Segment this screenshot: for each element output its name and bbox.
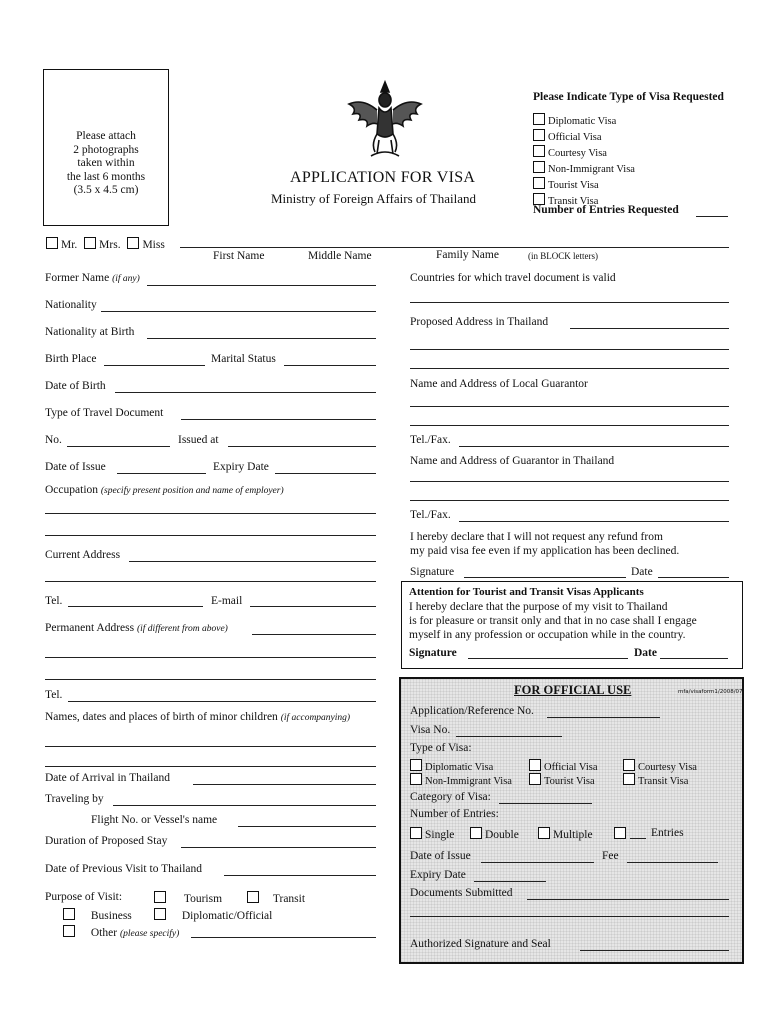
purpose-tourism[interactable]: Tourism (154, 891, 222, 905)
entries-count[interactable] (614, 827, 629, 841)
purpose-business[interactable]: Business (63, 908, 132, 922)
category-field[interactable] (499, 803, 592, 804)
photo-line-2: 2 photographs (73, 143, 139, 156)
checkbox-icon[interactable] (533, 177, 545, 189)
telfax1-label: Tel./Fax. (410, 434, 451, 446)
issue-date-label: Date of Issue (45, 461, 106, 473)
current-address-label: Current Address (45, 549, 121, 561)
former-name-field[interactable] (147, 285, 376, 286)
nationality-birth-label: Nationality at Birth (45, 326, 135, 338)
official-issue-field[interactable] (481, 862, 594, 863)
doc-no-field[interactable] (67, 446, 170, 447)
traveling-by-label: Traveling by (45, 793, 104, 805)
fee-label: Fee (602, 850, 619, 862)
authorized-field[interactable] (580, 950, 729, 951)
nationality-label: Nationality (45, 299, 97, 311)
tel2-label: Tel. (45, 689, 63, 701)
guarantor-thailand-label: Name and Address of Guarantor in Thailand (410, 455, 615, 467)
travel-doc-label: Type of Travel Document (45, 407, 164, 419)
minor-children-label: Names, dates and places of birth of minor children (if accompanying) (45, 711, 351, 723)
entries-label: Entries (651, 827, 684, 839)
permanent-address-line-3[interactable] (45, 679, 376, 680)
official-type-label: Type of Visa: (410, 742, 472, 754)
visa-option-tourist[interactable]: Tourist Visa (533, 177, 635, 193)
checkbox-icon[interactable] (63, 925, 75, 937)
permanent-address-label: Permanent Address (if different from above) (45, 622, 228, 634)
garuda-emblem-icon (343, 78, 427, 162)
local-guarantor-line-2[interactable] (410, 425, 729, 426)
date-label: Date (631, 566, 653, 578)
checkbox-icon[interactable] (614, 827, 626, 839)
family-name-label: Family Name (436, 249, 499, 261)
issue-date-field[interactable] (117, 473, 206, 474)
countries-label: Countries for which travel document is valid (410, 272, 616, 284)
purpose-label: Purpose of Visit: (45, 891, 123, 903)
official-diplomatic[interactable]: Diplomatic Visa (410, 759, 493, 773)
checkbox-icon[interactable] (623, 759, 635, 771)
travel-doc-field[interactable] (181, 419, 376, 420)
photo-line-1: Please attach (76, 130, 136, 142)
title-options (46, 237, 165, 251)
first-name-label: First Name (213, 250, 265, 262)
proposed-address-line-2[interactable] (410, 349, 729, 350)
other-purpose-field[interactable] (191, 937, 376, 938)
visa-type-heading: Please Indicate Type of Visa Requested (533, 91, 724, 103)
official-expiry-field[interactable] (474, 881, 546, 882)
current-address-line-1[interactable] (129, 561, 376, 562)
photo-line-5: (3.5 x 4.5 cm) (73, 184, 139, 196)
official-transit[interactable]: Transit Visa (623, 773, 688, 787)
traveling-by-field[interactable] (113, 805, 376, 806)
occupation-line-1[interactable] (45, 513, 376, 514)
permanent-address-line-2[interactable] (45, 657, 376, 658)
app-ref-label: Application/Reference No. (410, 705, 534, 717)
email-field[interactable] (250, 606, 376, 607)
entries-double[interactable]: Double (470, 827, 519, 841)
arrival-label: Date of Arrival in Thailand (45, 772, 170, 784)
guarantor-thailand-line-1[interactable] (410, 481, 729, 482)
official-expiry-label: Expiry Date (410, 869, 466, 881)
date-field[interactable] (658, 577, 729, 578)
marital-status-field[interactable] (284, 365, 376, 366)
checkbox-icon[interactable] (470, 827, 482, 839)
visa-no-label: Visa No. (410, 724, 451, 736)
entries-multiple[interactable]: Multiple (538, 827, 593, 841)
name-field[interactable] (180, 247, 729, 248)
page-title: APPLICATION FOR VISA (290, 169, 476, 186)
visa-no-field[interactable] (456, 736, 562, 737)
checkbox-icon[interactable] (154, 908, 166, 920)
birth-place-field[interactable] (104, 365, 205, 366)
permanent-address-line-1[interactable] (252, 634, 376, 635)
proposed-address-line-1[interactable] (570, 328, 729, 329)
checkbox-icon[interactable] (63, 908, 75, 920)
official-non-immigrant[interactable]: Non-Immigrant Visa (410, 773, 512, 787)
tel2-field[interactable] (68, 701, 376, 702)
attention-date-label: Date (634, 647, 657, 659)
attention-heading: Attention for Tourist and Transit Visas Applicants (409, 586, 644, 598)
expiry-date-field[interactable] (275, 473, 376, 474)
title-miss: Miss (142, 239, 165, 251)
refund-declaration: I hereby declare that I will not request any refund from my paid visa fee even if my application has been declined. (410, 531, 680, 557)
visa-option-courtesy[interactable]: Courtesy Visa (533, 145, 635, 161)
checkbox-icon[interactable] (529, 773, 541, 785)
previous-visit-label: Date of Previous Visit to Thailand (45, 863, 202, 875)
checkbox-icon[interactable] (154, 891, 166, 903)
checkbox-icon[interactable] (410, 773, 422, 785)
visa-option-non-immigrant[interactable]: Non-Immigrant Visa (533, 161, 635, 177)
flight-field[interactable] (238, 826, 376, 827)
official-official[interactable]: Official Visa (529, 759, 598, 773)
photo-line-4: the last 6 months (66, 170, 146, 183)
title-mrs: Mrs. (99, 239, 121, 251)
occupation-label: Occupation (specify present position and name of employer) (45, 484, 284, 496)
checkbox-icon[interactable] (410, 827, 422, 839)
entries-requested-field[interactable] (696, 216, 728, 217)
checkbox-icon[interactable] (247, 891, 259, 903)
email-label: E-mail (211, 595, 243, 607)
checkbox-icon[interactable] (529, 759, 541, 771)
proposed-address-label: Proposed Address in Thailand (410, 316, 549, 328)
entries-single[interactable]: Single (410, 827, 454, 841)
countries-field[interactable] (410, 302, 729, 303)
issued-at-field[interactable] (228, 446, 376, 447)
authorized-label: Authorized Signature and Seal (410, 938, 551, 950)
nationality-field[interactable] (101, 311, 376, 312)
attention-signature-field[interactable] (468, 658, 628, 659)
tel-field[interactable] (68, 606, 203, 607)
documents-line-2[interactable] (410, 916, 729, 917)
signature-label: Signature (410, 566, 455, 578)
expiry-date-label: Expiry Date (213, 461, 269, 473)
page-subtitle: Ministry of Foreign Affairs of Thailand (271, 191, 476, 206)
attention-date-field[interactable] (660, 658, 728, 659)
official-use-box (399, 677, 744, 964)
purpose-diplomatic[interactable]: Diplomatic/Official (154, 908, 272, 922)
visa-option-diplomatic[interactable]: Diplomatic Visa (533, 113, 635, 129)
local-guarantor-label: Name and Address of Local Guarantor (410, 378, 588, 390)
issued-at-label: Issued at (178, 434, 219, 446)
marital-status-label: Marital Status (211, 353, 276, 365)
purpose-transit[interactable]: Transit (247, 891, 305, 905)
photo-box (43, 69, 169, 226)
former-name-label: Former Name (if any) (45, 272, 140, 284)
checkbox-icon[interactable] (533, 129, 545, 141)
minor-children-line-2[interactable] (45, 766, 376, 767)
num-entries-label: Number of Entries: (410, 808, 499, 820)
duration-field[interactable] (181, 847, 376, 848)
proposed-address-line-3[interactable] (410, 368, 729, 369)
local-guarantor-line-1[interactable] (410, 406, 729, 407)
official-courtesy[interactable]: Courtesy Visa (623, 759, 697, 773)
title-mr: Mr. (61, 239, 78, 251)
attention-signature-label: Signature (409, 647, 457, 659)
visa-option-official[interactable]: Official Visa (533, 129, 635, 145)
arrival-field[interactable] (193, 784, 376, 785)
duration-label: Duration of Proposed Stay (45, 835, 168, 847)
entries-requested-label: Number of Entries Requested (533, 204, 679, 216)
signature-field[interactable] (464, 577, 626, 578)
checkbox-icon[interactable] (46, 237, 58, 249)
nationality-birth-field[interactable] (147, 338, 376, 339)
previous-visit-field[interactable] (224, 875, 376, 876)
checkbox-icon[interactable] (127, 237, 139, 249)
documents-line-1[interactable] (527, 899, 729, 900)
checkbox-icon[interactable] (410, 759, 422, 771)
telfax1-field[interactable] (459, 446, 729, 447)
purpose-other[interactable]: Other (please specify) (63, 925, 179, 939)
doc-no-label: No. (45, 434, 62, 446)
minor-children-line-1[interactable] (45, 746, 376, 747)
official-tourist[interactable]: Tourist Visa (529, 773, 595, 787)
checkbox-icon[interactable] (533, 161, 545, 173)
date-of-birth-label: Date of Birth (45, 380, 106, 392)
visa-type-options (533, 113, 635, 209)
current-address-line-2[interactable] (45, 581, 376, 582)
photo-line-3: taken within (77, 157, 135, 169)
checkbox-icon[interactable] (623, 773, 635, 785)
block-letters-note: (in BLOCK letters) (528, 251, 598, 261)
telfax2-field[interactable] (459, 521, 729, 522)
checkbox-icon[interactable] (84, 237, 96, 249)
tel-label: Tel. (45, 595, 63, 607)
documents-label: Documents Submitted (410, 887, 513, 899)
official-use-heading: FOR OFFICIAL USE (514, 683, 632, 697)
middle-name-label: Middle Name (308, 250, 372, 262)
telfax2-label: Tel./Fax. (410, 509, 451, 521)
checkbox-icon[interactable] (533, 145, 545, 157)
occupation-line-2[interactable] (45, 535, 376, 536)
app-ref-field[interactable] (547, 717, 660, 718)
flight-label: Flight No. or Vessel's name (91, 814, 218, 826)
guarantor-thailand-line-2[interactable] (410, 500, 729, 501)
category-label: Category of Visa: (410, 791, 491, 803)
date-of-birth-field[interactable] (115, 392, 376, 393)
official-issue-label: Date of Issue (410, 850, 471, 862)
entries-count-field[interactable] (630, 838, 646, 839)
form-code: mfa/visaform1/2008/07 (678, 689, 743, 695)
checkbox-icon[interactable] (538, 827, 550, 839)
attention-text: I hereby declare that the purpose of my visit to Thailand is for pleasure or transit only and that in no case shall I engage myself in any profession or occupation while in the country. (409, 601, 697, 641)
birth-place-label: Birth Place (45, 353, 97, 365)
visa-option-transit[interactable]: Transit Visa (533, 193, 635, 209)
fee-field[interactable] (627, 862, 718, 863)
checkbox-icon[interactable] (533, 113, 545, 125)
